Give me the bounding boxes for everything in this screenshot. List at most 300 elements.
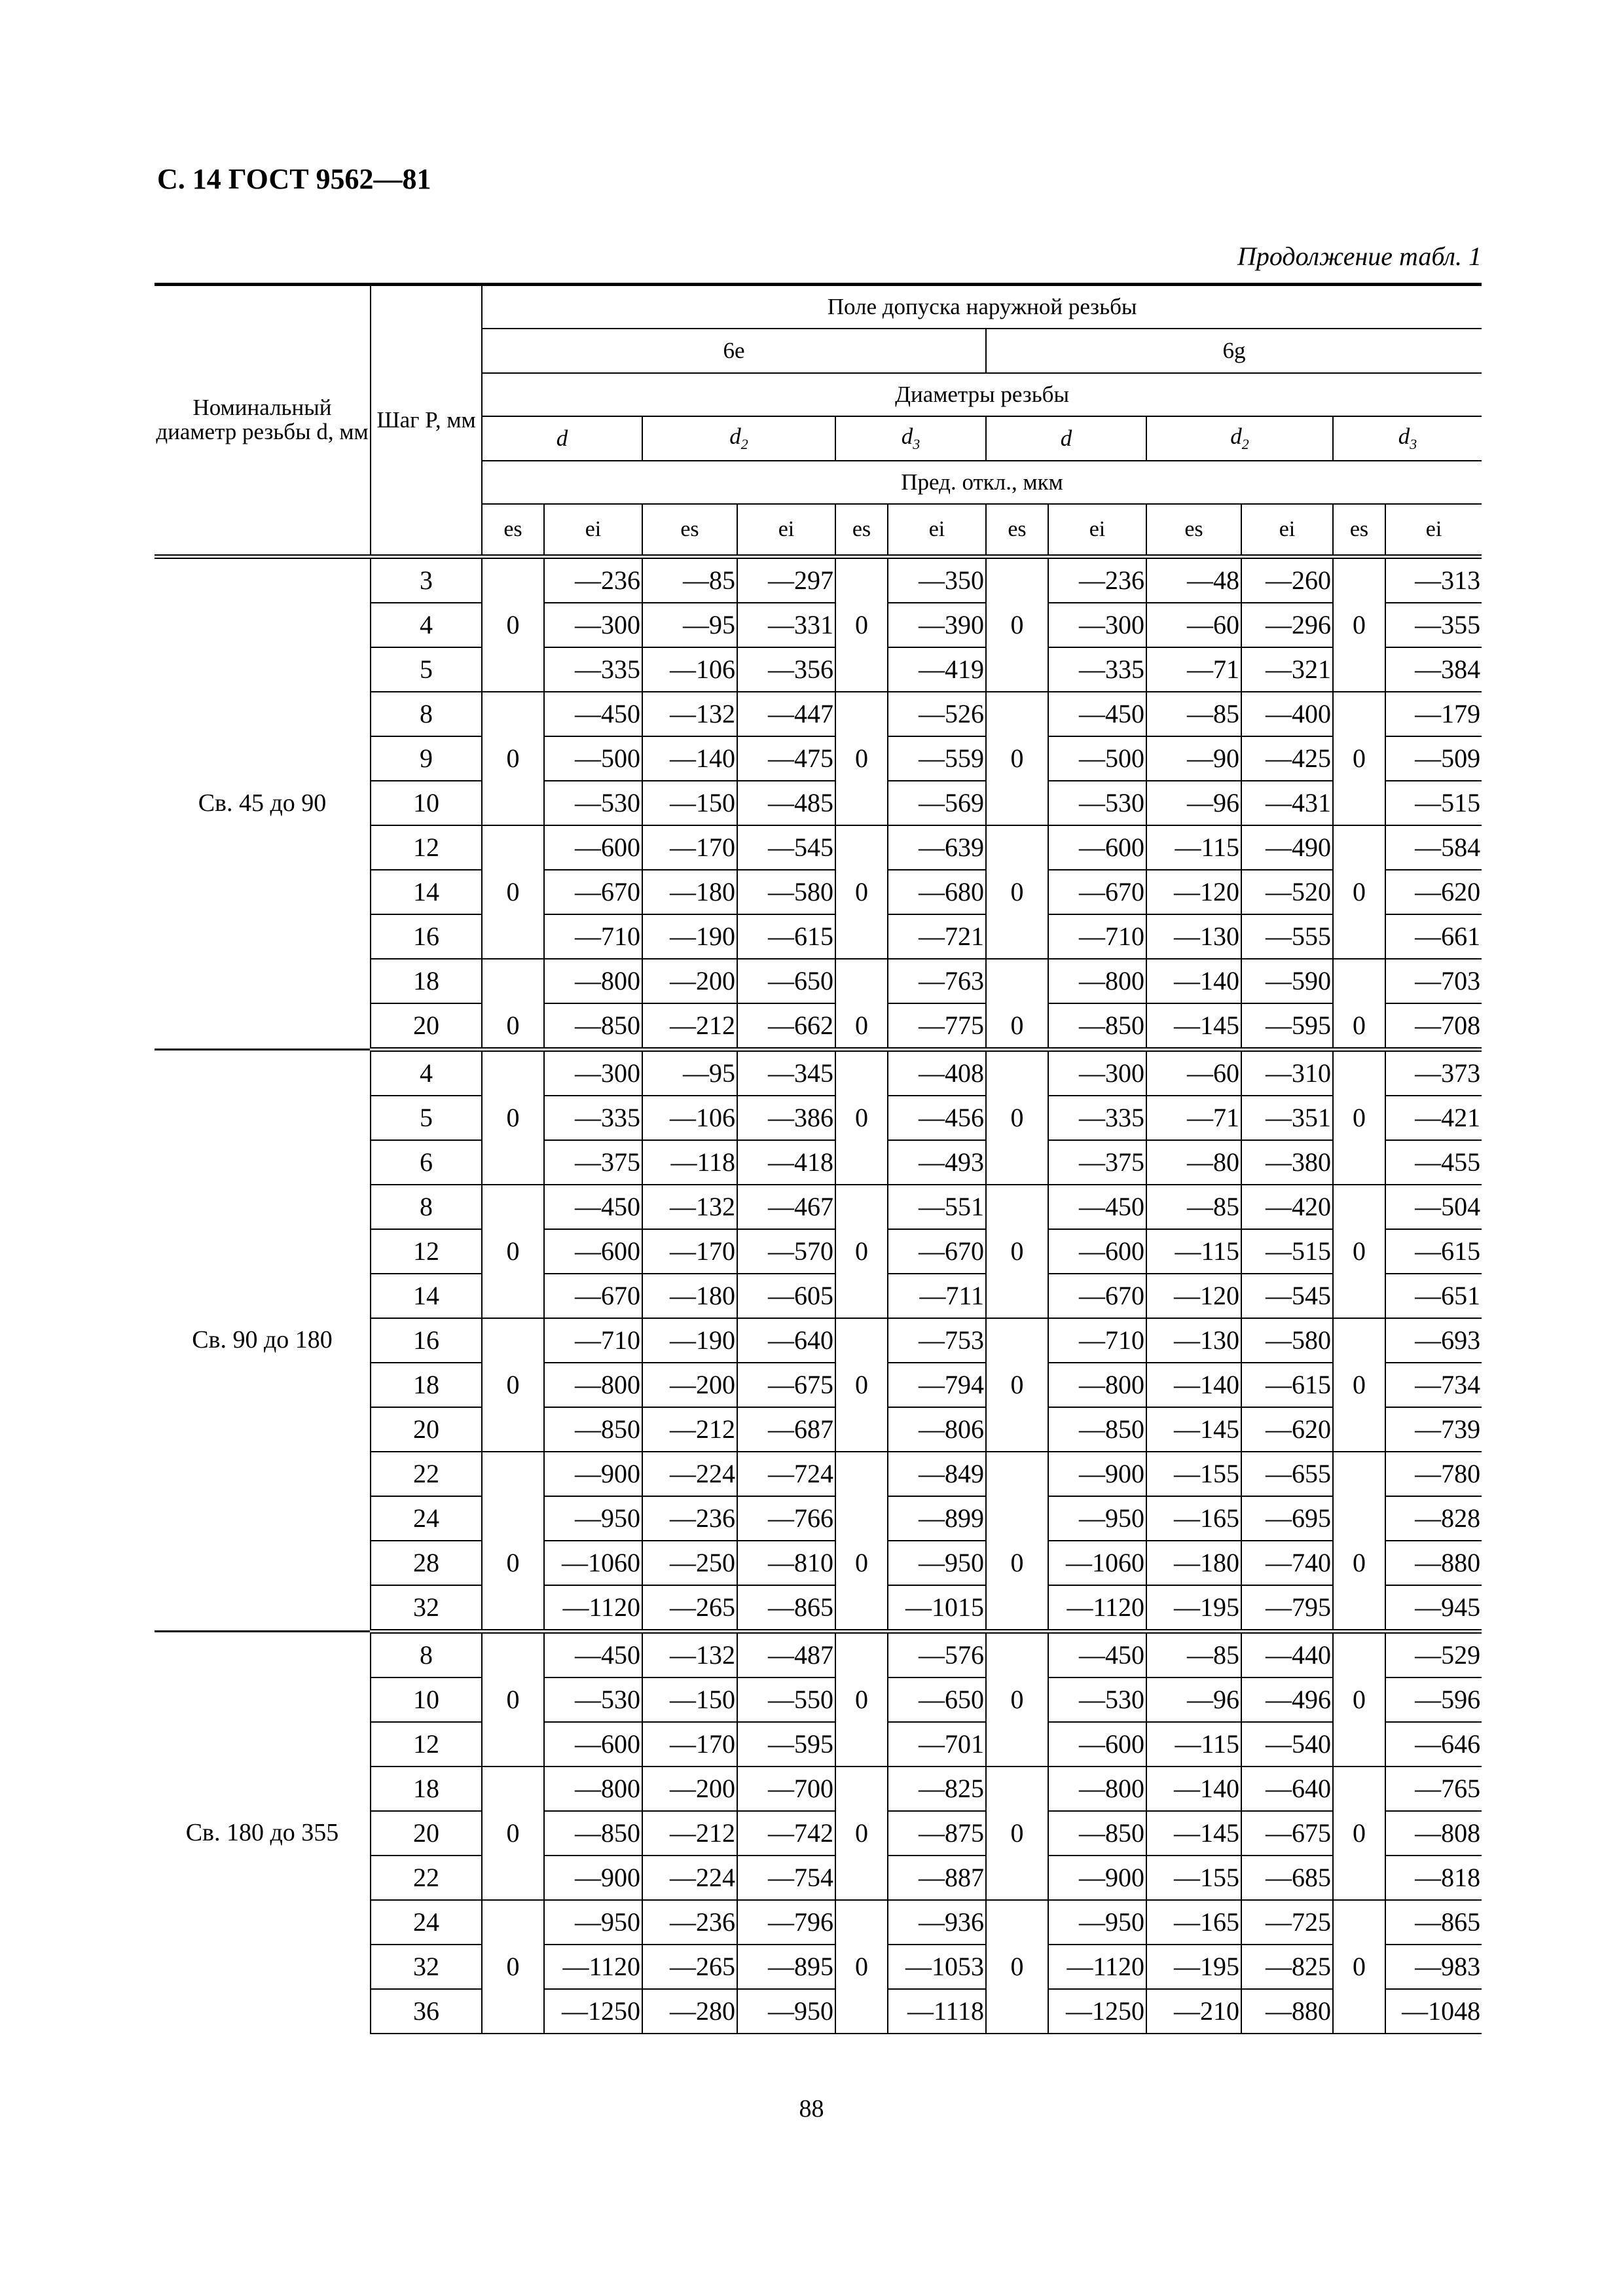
ei-cell: —300 bbox=[544, 1050, 642, 1096]
step-cell: 20 bbox=[371, 1003, 482, 1050]
ei-cell: —265 bbox=[642, 1945, 737, 1989]
step-cell: 24 bbox=[371, 1900, 482, 1945]
ei-cell: —595 bbox=[1241, 1003, 1333, 1050]
ei-cell: —236 bbox=[1048, 557, 1146, 603]
es-cell: 0 bbox=[1333, 1945, 1385, 1989]
es-cell bbox=[986, 647, 1048, 692]
ei-cell: —810 bbox=[737, 1541, 835, 1585]
ei-cell: —936 bbox=[888, 1900, 986, 1945]
field-6e-header: 6е bbox=[482, 329, 986, 373]
ei-cell: —450 bbox=[544, 692, 642, 736]
es-cell bbox=[986, 1140, 1048, 1185]
page-heading: С. 14 ГОСТ 9562—81 bbox=[157, 163, 431, 195]
step-cell: 8 bbox=[371, 692, 482, 736]
es-cell: 0 bbox=[1333, 1096, 1385, 1140]
ei-cell: —520 bbox=[1241, 870, 1333, 914]
ei-cell: —850 bbox=[544, 1003, 642, 1050]
ei-cell: —180 bbox=[642, 870, 737, 914]
ei-cell: —115 bbox=[1146, 825, 1241, 870]
es-cell bbox=[482, 1856, 544, 1900]
ei-cell: —900 bbox=[1048, 1856, 1146, 1900]
ei-cell: —680 bbox=[888, 870, 986, 914]
es-cell bbox=[835, 1900, 888, 1945]
es-cell: 0 bbox=[835, 870, 888, 914]
ei-cell: —335 bbox=[544, 1096, 642, 1140]
ei-cell: —195 bbox=[1146, 1945, 1241, 1989]
ei-cell: —515 bbox=[1241, 1229, 1333, 1274]
step-cell: 12 bbox=[371, 825, 482, 870]
ei-cell: —734 bbox=[1385, 1363, 1482, 1407]
page-number: 88 bbox=[799, 2095, 824, 2123]
es-cell bbox=[986, 1185, 1048, 1229]
ei-cell: —335 bbox=[1048, 1096, 1146, 1140]
step-cell: 24 bbox=[371, 1496, 482, 1541]
ei-cell: —115 bbox=[1146, 1722, 1241, 1767]
es-cell bbox=[986, 1407, 1048, 1452]
ei-cell: —945 bbox=[1385, 1585, 1482, 1632]
ei-cell: —145 bbox=[1146, 1407, 1241, 1452]
es-cell bbox=[1333, 1856, 1385, 1900]
ei-cell: —794 bbox=[888, 1363, 986, 1407]
ei-cell: —600 bbox=[544, 1722, 642, 1767]
ei-cell: —386 bbox=[737, 1096, 835, 1140]
ei-cell: —739 bbox=[1385, 1407, 1482, 1452]
ei-cell: —515 bbox=[1385, 781, 1482, 825]
ei-cell: —555 bbox=[1241, 914, 1333, 959]
ei-cell: —487 bbox=[737, 1632, 835, 1678]
ei-cell: —490 bbox=[1241, 825, 1333, 870]
es-cell bbox=[835, 1140, 888, 1185]
es-cell bbox=[482, 1722, 544, 1767]
es-cell bbox=[986, 1722, 1048, 1767]
ei-cell: —559 bbox=[888, 736, 986, 781]
ei-cell: —600 bbox=[1048, 825, 1146, 870]
es-cell: 0 bbox=[835, 1229, 888, 1274]
ei-cell: —71 bbox=[1146, 647, 1241, 692]
ei-cell: —190 bbox=[642, 1318, 737, 1363]
es-cell bbox=[482, 1050, 544, 1096]
ei-cell: —140 bbox=[1146, 1363, 1241, 1407]
ei-cell: —450 bbox=[1048, 1632, 1146, 1678]
es-cell: 0 bbox=[1333, 1229, 1385, 1274]
es-cell bbox=[835, 1274, 888, 1318]
ei-cell: —1060 bbox=[1048, 1541, 1146, 1585]
ei-cell: —431 bbox=[1241, 781, 1333, 825]
es-header: es bbox=[1146, 504, 1241, 557]
es-cell bbox=[482, 1452, 544, 1496]
es-cell bbox=[482, 781, 544, 825]
step-cell: 32 bbox=[371, 1585, 482, 1632]
ei-cell: —140 bbox=[642, 736, 737, 781]
ei-cell: —780 bbox=[1385, 1452, 1482, 1496]
es-cell bbox=[1333, 825, 1385, 870]
ei-cell: —447 bbox=[737, 692, 835, 736]
ei-cell: —670 bbox=[544, 1274, 642, 1318]
ei-cell: —950 bbox=[1048, 1900, 1146, 1945]
ei-cell: —655 bbox=[1241, 1452, 1333, 1496]
es-cell: 0 bbox=[986, 736, 1048, 781]
ei-cell: —132 bbox=[642, 1185, 737, 1229]
d2-header-6g: $d_2$ bbox=[1146, 416, 1333, 461]
ei-cell: —155 bbox=[1146, 1452, 1241, 1496]
ei-cell: —450 bbox=[544, 1632, 642, 1678]
ei-cell: —763 bbox=[888, 959, 986, 1003]
ei-cell: —615 bbox=[1385, 1229, 1482, 1274]
es-cell bbox=[1333, 1318, 1385, 1363]
ei-cell: —530 bbox=[1048, 1677, 1146, 1722]
ei-cell: —540 bbox=[1241, 1722, 1333, 1767]
es-cell bbox=[835, 1496, 888, 1541]
ei-cell: —849 bbox=[888, 1452, 986, 1496]
es-cell bbox=[1333, 1496, 1385, 1541]
ei-cell: —440 bbox=[1241, 1632, 1333, 1678]
ei-cell: —675 bbox=[1241, 1811, 1333, 1856]
es-cell: 0 bbox=[482, 870, 544, 914]
ei-cell: —450 bbox=[1048, 1185, 1146, 1229]
ei-cell: —355 bbox=[1385, 603, 1482, 647]
es-cell bbox=[986, 692, 1048, 736]
ei-cell: —60 bbox=[1146, 603, 1241, 647]
ei-cell: —210 bbox=[1146, 1989, 1241, 2034]
es-cell bbox=[986, 1585, 1048, 1632]
ei-cell: —350 bbox=[888, 557, 986, 603]
es-cell: 0 bbox=[482, 1003, 544, 1050]
step-cell: 18 bbox=[371, 959, 482, 1003]
es-cell: 0 bbox=[1333, 736, 1385, 781]
ei-cell: —456 bbox=[888, 1096, 986, 1140]
es-cell bbox=[1333, 1989, 1385, 2034]
ei-cell: —500 bbox=[1048, 736, 1146, 781]
es-header: es bbox=[1333, 504, 1385, 557]
ei-cell: —850 bbox=[1048, 1407, 1146, 1452]
ei-cell: —800 bbox=[1048, 959, 1146, 1003]
ei-cell: —95 bbox=[642, 1050, 737, 1096]
ei-cell: —880 bbox=[1385, 1541, 1482, 1585]
ei-cell: —615 bbox=[1241, 1363, 1333, 1407]
ei-cell: —695 bbox=[1241, 1496, 1333, 1541]
es-cell bbox=[986, 1274, 1048, 1318]
es-cell: 0 bbox=[986, 1363, 1048, 1407]
ei-cell: —200 bbox=[642, 1767, 737, 1811]
ei-cell: —710 bbox=[544, 914, 642, 959]
step-cell: 14 bbox=[371, 1274, 482, 1318]
ei-cell: —509 bbox=[1385, 736, 1482, 781]
ei-cell: —800 bbox=[544, 1767, 642, 1811]
es-cell bbox=[986, 959, 1048, 1003]
step-cell: 5 bbox=[371, 647, 482, 692]
ei-cell: —725 bbox=[1241, 1900, 1333, 1945]
ei-cell: —662 bbox=[737, 1003, 835, 1050]
ei-cell: —825 bbox=[1241, 1945, 1333, 1989]
ei-cell: —545 bbox=[1241, 1274, 1333, 1318]
group-label: Св. 90 до 180 bbox=[155, 1050, 371, 1632]
ei-cell: —90 bbox=[1146, 736, 1241, 781]
ei-cell: —390 bbox=[888, 603, 986, 647]
es-cell: 0 bbox=[835, 1003, 888, 1050]
ei-cell: —795 bbox=[1241, 1585, 1333, 1632]
es-cell bbox=[835, 1856, 888, 1900]
es-header: es bbox=[482, 504, 544, 557]
es-cell bbox=[1333, 1900, 1385, 1945]
es-cell bbox=[986, 1989, 1048, 2034]
ei-cell: —418 bbox=[737, 1140, 835, 1185]
ei-cell: —130 bbox=[1146, 1318, 1241, 1363]
ei-cell: —140 bbox=[1146, 959, 1241, 1003]
ei-cell: —85 bbox=[642, 557, 737, 603]
es-cell: 0 bbox=[482, 1229, 544, 1274]
es-cell bbox=[482, 1185, 544, 1229]
ei-cell: —600 bbox=[1048, 1229, 1146, 1274]
es-cell bbox=[986, 1452, 1048, 1496]
ei-cell: —212 bbox=[642, 1407, 737, 1452]
ei-cell: —754 bbox=[737, 1856, 835, 1900]
es-cell: 0 bbox=[986, 1677, 1048, 1722]
es-cell: 0 bbox=[835, 1541, 888, 1585]
ei-cell: —584 bbox=[1385, 825, 1482, 870]
ei-cell: —808 bbox=[1385, 1811, 1482, 1856]
es-cell bbox=[1333, 914, 1385, 959]
es-cell: 0 bbox=[1333, 870, 1385, 914]
ei-cell: —475 bbox=[737, 736, 835, 781]
ei-header: ei bbox=[1048, 504, 1146, 557]
ei-cell: —950 bbox=[737, 1989, 835, 2034]
ei-cell: —421 bbox=[1385, 1096, 1482, 1140]
es-cell bbox=[1333, 1722, 1385, 1767]
ei-cell: —200 bbox=[642, 959, 737, 1003]
step-cell: 12 bbox=[371, 1229, 482, 1274]
ei-cell: —1053 bbox=[888, 1945, 986, 1989]
ei-cell: —425 bbox=[1241, 736, 1333, 781]
ei-cell: —310 bbox=[1241, 1050, 1333, 1096]
ei-cell: —865 bbox=[737, 1585, 835, 1632]
ei-cell: —900 bbox=[544, 1452, 642, 1496]
es-cell: 0 bbox=[986, 603, 1048, 647]
ei-cell: —419 bbox=[888, 647, 986, 692]
ei-cell: —96 bbox=[1146, 781, 1241, 825]
ei-cell: —118 bbox=[642, 1140, 737, 1185]
es-cell bbox=[1333, 959, 1385, 1003]
ei-cell: —155 bbox=[1146, 1856, 1241, 1900]
ei-cell: —375 bbox=[544, 1140, 642, 1185]
es-cell bbox=[1333, 1185, 1385, 1229]
es-cell bbox=[986, 825, 1048, 870]
ei-cell: —620 bbox=[1241, 1407, 1333, 1452]
es-header: es bbox=[986, 504, 1048, 557]
ei-cell: —224 bbox=[642, 1856, 737, 1900]
ei-cell: —545 bbox=[737, 825, 835, 870]
ei-cell: —496 bbox=[1241, 1677, 1333, 1722]
es-header: es bbox=[642, 504, 737, 557]
ei-cell: —590 bbox=[1241, 959, 1333, 1003]
ei-cell: —300 bbox=[1048, 603, 1146, 647]
ei-cell: —818 bbox=[1385, 1856, 1482, 1900]
ei-cell: —950 bbox=[544, 1496, 642, 1541]
ei-cell: —335 bbox=[1048, 647, 1146, 692]
step-cell: 4 bbox=[371, 603, 482, 647]
ei-cell: —212 bbox=[642, 1811, 737, 1856]
ei-cell: —335 bbox=[544, 647, 642, 692]
d-header-6e: d bbox=[482, 416, 642, 461]
ei-cell: —708 bbox=[1385, 1003, 1482, 1050]
ei-cell: —500 bbox=[544, 736, 642, 781]
ei-cell: —651 bbox=[1385, 1274, 1482, 1318]
ei-cell: —640 bbox=[737, 1318, 835, 1363]
ei-cell: —165 bbox=[1146, 1900, 1241, 1945]
es-cell: 0 bbox=[986, 870, 1048, 914]
ei-cell: —703 bbox=[1385, 959, 1482, 1003]
group-label: Св. 45 до 90 bbox=[155, 557, 371, 1050]
es-cell: 0 bbox=[482, 1541, 544, 1585]
es-cell: 0 bbox=[1333, 1003, 1385, 1050]
es-cell bbox=[1333, 1585, 1385, 1632]
step-cell: 18 bbox=[371, 1767, 482, 1811]
diameter-group bbox=[155, 557, 1482, 1050]
ei-cell: —825 bbox=[888, 1767, 986, 1811]
ei-cell: —895 bbox=[737, 1945, 835, 1989]
step-cell: 16 bbox=[371, 1318, 482, 1363]
step-cell: 9 bbox=[371, 736, 482, 781]
ei-cell: —742 bbox=[737, 1811, 835, 1856]
ei-cell: —1060 bbox=[544, 1541, 642, 1585]
ei-cell: —179 bbox=[1385, 692, 1482, 736]
ei-cell: —850 bbox=[544, 1811, 642, 1856]
ei-cell: —1120 bbox=[1048, 1585, 1146, 1632]
ei-cell: —300 bbox=[1048, 1050, 1146, 1096]
ei-cell: —710 bbox=[1048, 1318, 1146, 1363]
step-cell: 12 bbox=[371, 1722, 482, 1767]
ei-cell: —408 bbox=[888, 1050, 986, 1096]
ei-cell: —670 bbox=[1048, 1274, 1146, 1318]
ei-cell: —1118 bbox=[888, 1989, 986, 2034]
ei-cell: —900 bbox=[1048, 1452, 1146, 1496]
ei-cell: —150 bbox=[642, 1677, 737, 1722]
ei-cell: —224 bbox=[642, 1452, 737, 1496]
es-cell bbox=[482, 1274, 544, 1318]
es-cell bbox=[835, 1318, 888, 1363]
ei-cell: —165 bbox=[1146, 1496, 1241, 1541]
ei-cell: —485 bbox=[737, 781, 835, 825]
tolerance-field-header: Поле допуска наружной резьбы bbox=[482, 285, 1482, 329]
es-cell: 0 bbox=[986, 1003, 1048, 1050]
field-6g-header: 6g bbox=[986, 329, 1482, 373]
es-cell bbox=[482, 825, 544, 870]
es-cell bbox=[1333, 781, 1385, 825]
ei-cell: —296 bbox=[1241, 603, 1333, 647]
es-cell: 0 bbox=[482, 1945, 544, 1989]
ei-cell: —576 bbox=[888, 1632, 986, 1678]
step-cell: 5 bbox=[371, 1096, 482, 1140]
ei-cell: —850 bbox=[544, 1407, 642, 1452]
es-cell bbox=[1333, 1632, 1385, 1678]
es-cell: 0 bbox=[482, 1811, 544, 1856]
ei-cell: —300 bbox=[544, 603, 642, 647]
ei-header: ei bbox=[737, 504, 835, 557]
ei-cell: —605 bbox=[737, 1274, 835, 1318]
es-cell bbox=[1333, 1050, 1385, 1096]
es-cell bbox=[482, 692, 544, 736]
ei-cell: —85 bbox=[1146, 692, 1241, 736]
es-cell bbox=[835, 1585, 888, 1632]
es-cell: 0 bbox=[835, 603, 888, 647]
ei-cell: —639 bbox=[888, 825, 986, 870]
es-cell: 0 bbox=[986, 1811, 1048, 1856]
ei-cell: —356 bbox=[737, 647, 835, 692]
diameter-group bbox=[155, 1050, 1482, 1632]
es-cell bbox=[835, 1767, 888, 1811]
ei-cell: —765 bbox=[1385, 1767, 1482, 1811]
ei-cell: —650 bbox=[888, 1677, 986, 1722]
es-cell bbox=[482, 959, 544, 1003]
step-cell: 36 bbox=[371, 1989, 482, 2034]
ei-cell: —710 bbox=[544, 1318, 642, 1363]
ei-cell: —775 bbox=[888, 1003, 986, 1050]
ei-cell: —313 bbox=[1385, 557, 1482, 603]
d3-header-6g: $d_3$ bbox=[1333, 416, 1482, 461]
ei-cell: —375 bbox=[1048, 1140, 1146, 1185]
es-cell bbox=[835, 1050, 888, 1096]
ei-cell: —1120 bbox=[544, 1585, 642, 1632]
ei-cell: —200 bbox=[642, 1363, 737, 1407]
ei-cell: —875 bbox=[888, 1811, 986, 1856]
ei-cell: —670 bbox=[544, 870, 642, 914]
ei-cell: —145 bbox=[1146, 1811, 1241, 1856]
diameters-header: Диаметры резьбы bbox=[482, 373, 1482, 416]
es-cell bbox=[1333, 1767, 1385, 1811]
table-row bbox=[155, 1632, 1482, 1678]
step-cell: 8 bbox=[371, 1185, 482, 1229]
es-cell: 0 bbox=[1333, 603, 1385, 647]
ei-cell: —701 bbox=[888, 1722, 986, 1767]
ei-cell: —455 bbox=[1385, 1140, 1482, 1185]
ei-cell: —887 bbox=[888, 1856, 986, 1900]
ei-cell: —345 bbox=[737, 1050, 835, 1096]
es-cell bbox=[1333, 1407, 1385, 1452]
es-cell bbox=[986, 1856, 1048, 1900]
ei-cell: —180 bbox=[1146, 1541, 1241, 1585]
ei-cell: —1120 bbox=[1048, 1945, 1146, 1989]
es-cell: 0 bbox=[1333, 1677, 1385, 1722]
es-cell bbox=[1333, 1452, 1385, 1496]
es-cell bbox=[482, 1318, 544, 1363]
step-cell: 28 bbox=[371, 1541, 482, 1585]
ei-cell: —740 bbox=[1241, 1541, 1333, 1585]
ei-cell: —1250 bbox=[1048, 1989, 1146, 2034]
nominal-diameter-header: Номинальный диаметр резьбы d, мм bbox=[155, 285, 371, 557]
ei-cell: —850 bbox=[1048, 1003, 1146, 1050]
ei-cell: —467 bbox=[737, 1185, 835, 1229]
step-cell: 10 bbox=[371, 781, 482, 825]
step-cell: 16 bbox=[371, 914, 482, 959]
ei-cell: —530 bbox=[1048, 781, 1146, 825]
es-cell bbox=[482, 1585, 544, 1632]
step-cell: 14 bbox=[371, 870, 482, 914]
step-cell: 20 bbox=[371, 1407, 482, 1452]
es-cell bbox=[1333, 1140, 1385, 1185]
ei-cell: —106 bbox=[642, 647, 737, 692]
es-cell bbox=[986, 1496, 1048, 1541]
step-cell: 18 bbox=[371, 1363, 482, 1407]
es-cell: 0 bbox=[835, 1096, 888, 1140]
ei-cell: —530 bbox=[544, 1677, 642, 1722]
ei-cell: —170 bbox=[642, 1722, 737, 1767]
ei-cell: —711 bbox=[888, 1274, 986, 1318]
tolerance-table bbox=[155, 283, 1482, 2034]
es-cell: 0 bbox=[1333, 1363, 1385, 1407]
es-cell bbox=[835, 1632, 888, 1678]
step-header: Шаг P, мм bbox=[371, 285, 482, 557]
ei-cell: —95 bbox=[642, 603, 737, 647]
es-cell: 0 bbox=[1333, 1541, 1385, 1585]
